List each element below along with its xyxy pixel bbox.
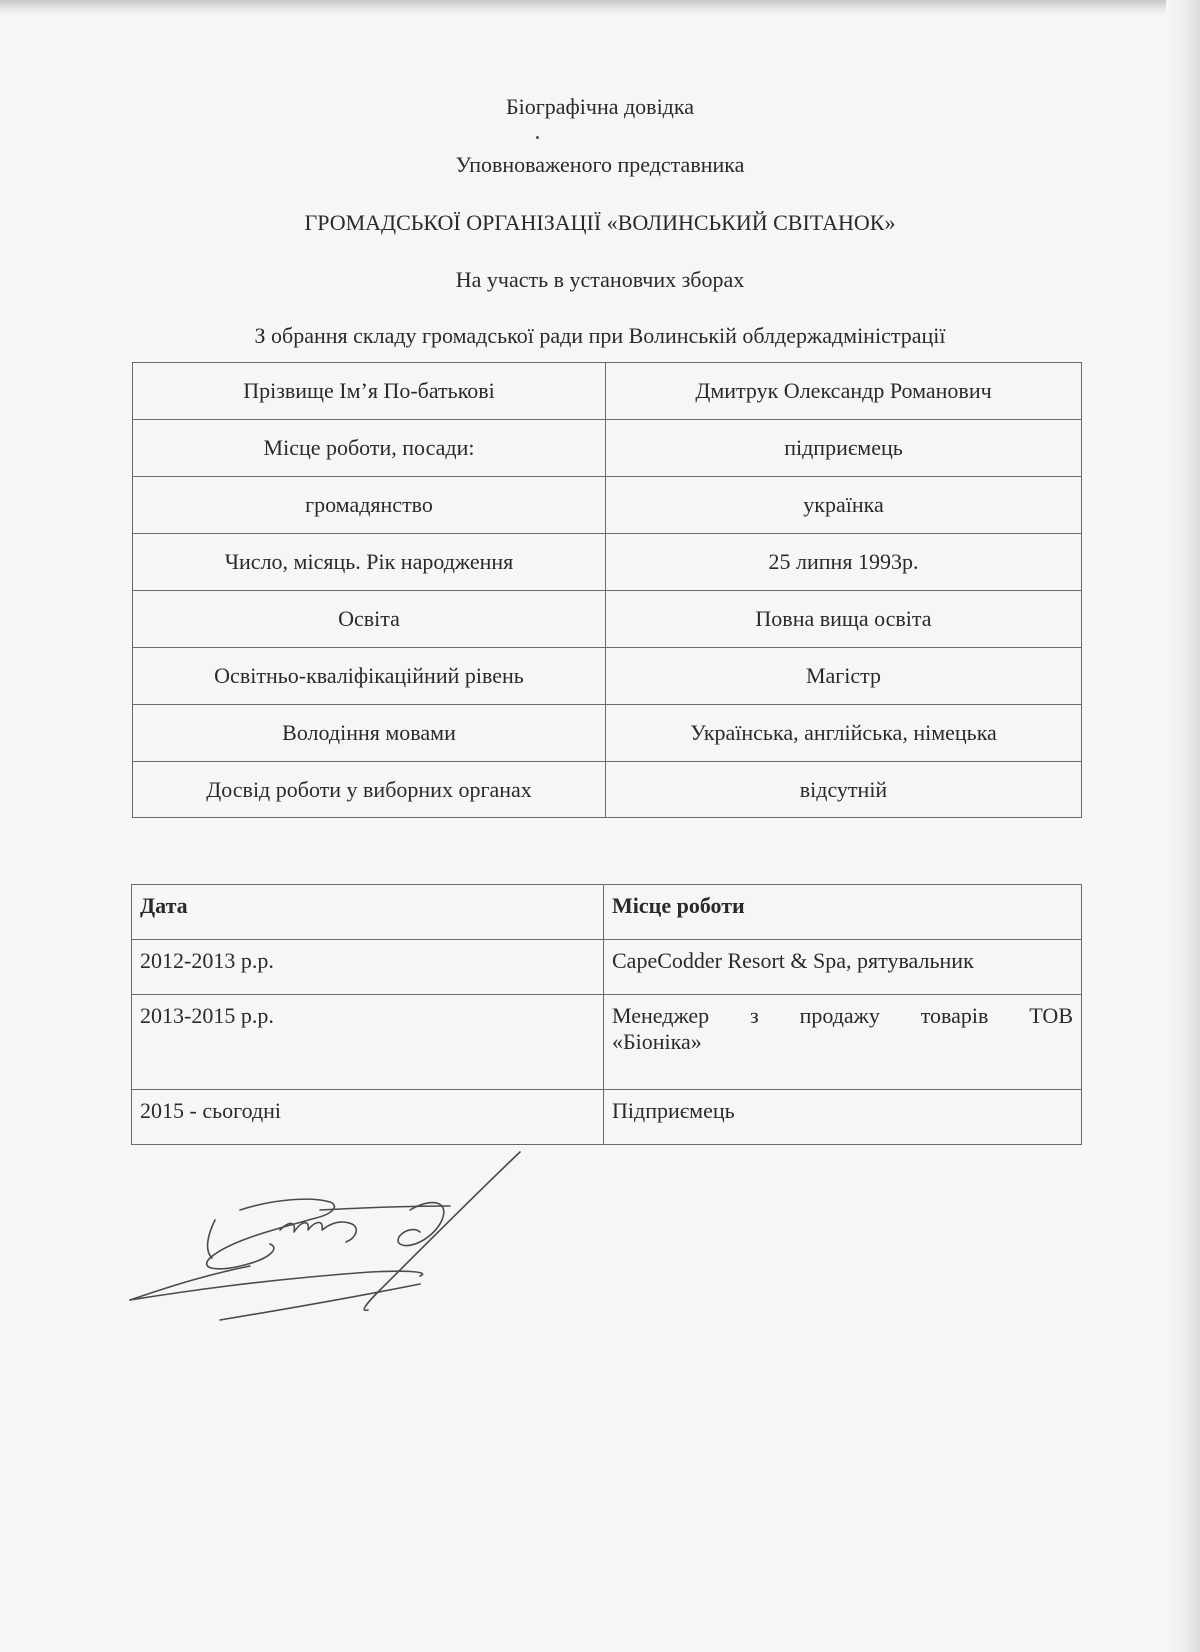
bio-row: [133, 420, 1082, 477]
work-place: CapeCodder Resort & Spa, рятувальник: [604, 940, 1082, 995]
bio-row: [133, 363, 1082, 420]
bio-value: Повна вища освіта: [606, 591, 1082, 648]
date-column-header: Дата: [132, 885, 604, 940]
bio-label: Володіння мовами: [133, 705, 606, 762]
bio-label: Число, місяць. Рік народження: [133, 534, 606, 591]
signature-stroke: [364, 1152, 520, 1310]
signature-stroke: [320, 1206, 450, 1210]
bio-label: Освітньо-кваліфікаційний рівень: [133, 648, 606, 705]
work-row: [132, 995, 1082, 1090]
bio-value: українка: [606, 477, 1082, 534]
signature-stroke: [207, 1199, 335, 1269]
bio-value: підприємець: [606, 420, 1082, 477]
organization-name: ГРОМАДСЬКОЇ ОРГАНІЗАЦІЇ «ВОЛИНСЬКИЙ СВІТАНОК»: [304, 210, 896, 235]
signature-stroke: [130, 1266, 250, 1300]
work-row: [132, 940, 1082, 995]
signature-icon: [120, 1140, 560, 1330]
work-header-row: [132, 885, 1082, 940]
signature-stroke: [208, 1220, 215, 1258]
bio-row: [133, 762, 1082, 818]
purpose-detail-line: З обрання складу громадської ради при Волинській облдержадміністрації: [254, 323, 946, 348]
work-history-table: [131, 884, 1082, 1145]
scan-edge-top: [0, 0, 1200, 16]
bio-value: 25 липня 1993р.: [606, 534, 1082, 591]
bio-label: Прізвище Ім’я По-батькові: [133, 363, 606, 420]
bio-label: Місце роботи, посади:: [133, 420, 606, 477]
document-title: Біографічна довідка: [505, 94, 694, 119]
work-place: [604, 995, 1082, 1090]
bio-row: [133, 477, 1082, 534]
work-date: 2013-2015 р.р.: [132, 995, 604, 1090]
work-row: [132, 1090, 1082, 1145]
signature-stroke: [398, 1203, 444, 1246]
purpose-line: На участь в установчих зборах: [455, 267, 745, 292]
work-date: 2012-2013 р.р.: [132, 940, 604, 995]
bio-label: Досвід роботи у виборних органах: [133, 762, 606, 818]
bio-value: Українська, англійська, німецька: [606, 705, 1082, 762]
bio-row: [133, 591, 1082, 648]
scan-edge-right: [1166, 0, 1200, 1652]
work-date: 2015 - сьогодні: [132, 1090, 604, 1145]
bio-row: [133, 648, 1082, 705]
work-place-line: «Біоніка»: [612, 1029, 702, 1054]
scan-speck: [536, 136, 539, 139]
bio-label: громадянство: [133, 477, 606, 534]
bio-value: Дмитрук Олександр Романович: [606, 363, 1082, 420]
work-place-line: Менеджер з продажу товарів ТОВ: [612, 1003, 1073, 1028]
bio-row: [133, 705, 1082, 762]
bio-value: Магістр: [606, 648, 1082, 705]
signature-stroke: [220, 1284, 420, 1320]
bio-table: [132, 362, 1082, 818]
document-subtitle: Уповноваженого представника: [455, 152, 745, 177]
bio-row: [133, 534, 1082, 591]
place-column-header: Місце роботи: [604, 885, 1082, 940]
work-place: Підприємець: [604, 1090, 1082, 1145]
bio-value: відсутній: [606, 762, 1082, 818]
bio-label: Освіта: [133, 591, 606, 648]
